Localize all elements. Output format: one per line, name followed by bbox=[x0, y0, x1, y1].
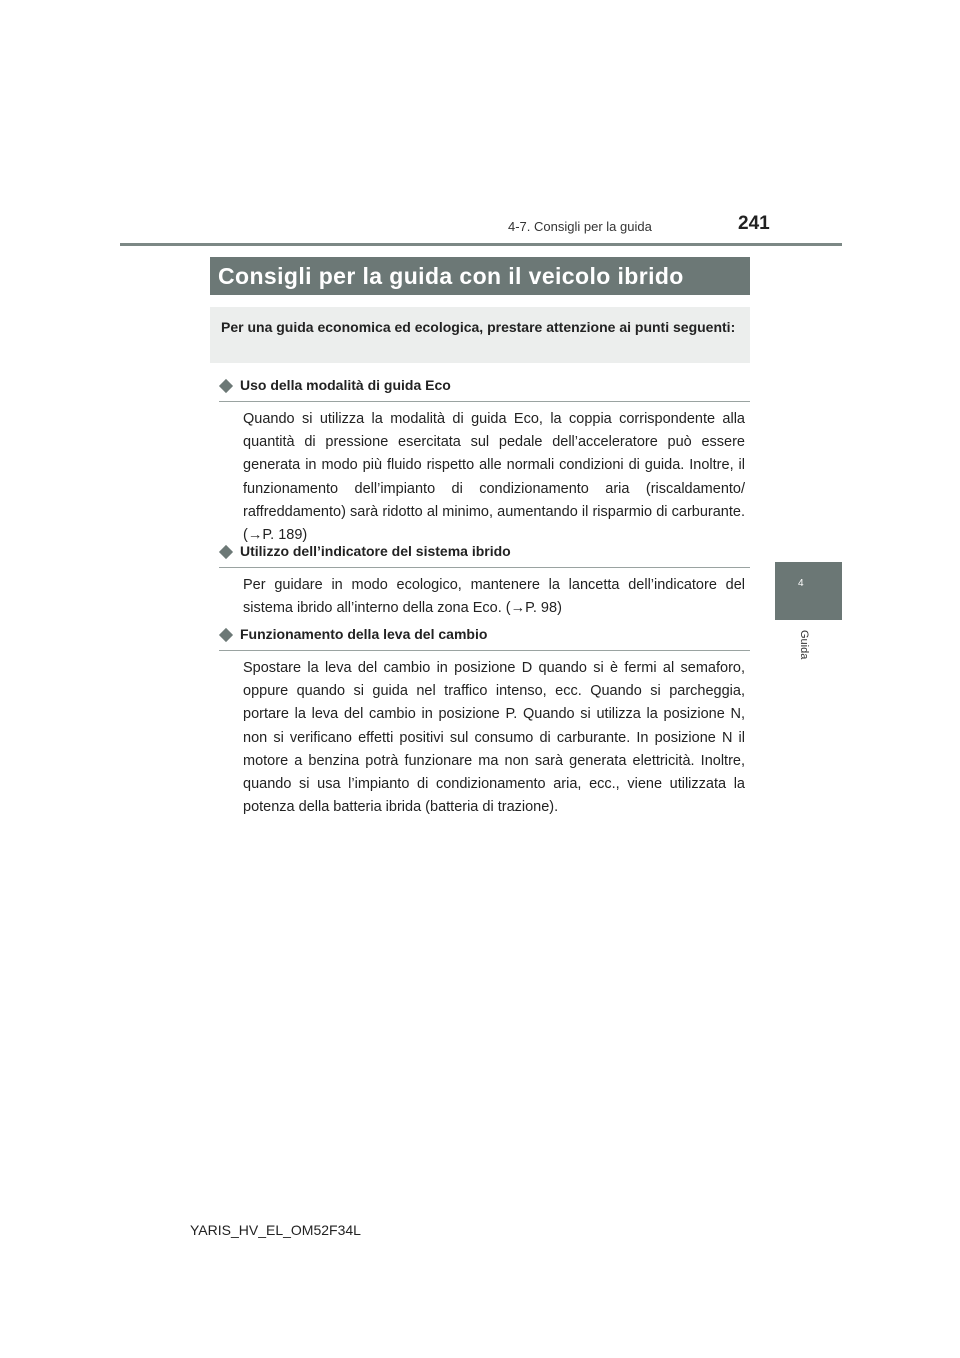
section-heading-eco-mode bbox=[219, 377, 750, 402]
chapter-number: 4 bbox=[798, 578, 804, 589]
section-body-shift-lever: Spostare la leva del cambio in posizione D quando si è fermi al semaforo, oppure quando si guida nel traffico intenso, ecc. Quando si parcheggia, portare la leva del cambio in posizione P. Quando si utilizza la posizione N, non si verificano effetti positivi sul consumo di carburante. In posizione N il motore a benzina potrà funzionare ma non sarà generata elettricità. Inoltre, quando si usa l’impianto di condizionamento aria, ecc., viene utilizzata la potenza della batteria ibrida (batteria di trazione). bbox=[243, 660, 745, 816]
section-heading-text: Utilizzo dell’indicatore del sistema ibrido bbox=[240, 543, 511, 559]
chapter-tab bbox=[775, 562, 842, 620]
header-divider bbox=[120, 243, 842, 246]
section-heading-text: Funzionamento della leva del cambio bbox=[240, 626, 488, 642]
section-body-hybrid-indicator: Per guidare in modo ecologico, mantenere la lancetta dell’indicatore del sistema ibrido all’interno della zona Eco. (→P. 98) bbox=[243, 577, 745, 617]
section-heading-shift-lever bbox=[219, 626, 750, 651]
section-heading-text: Uso della modalità di guida Eco bbox=[240, 377, 451, 393]
diamond-bullet-icon bbox=[219, 628, 233, 642]
header-section-title: 4-7. Consigli per la guida bbox=[508, 219, 652, 234]
document-code: YARIS_HV_EL_OM52F34L bbox=[190, 1222, 361, 1238]
section-heading-hybrid-indicator bbox=[219, 543, 750, 568]
diamond-bullet-icon bbox=[219, 379, 233, 393]
diamond-bullet-icon bbox=[219, 545, 233, 559]
intro-box: Per una guida economica ed ecologica, prestare attenzione ai punti seguenti: bbox=[210, 307, 750, 363]
page-number: 241 bbox=[738, 213, 770, 234]
page-title: Consigli per la guida con il veicolo ibrido bbox=[210, 257, 750, 295]
chapter-name: Guida bbox=[798, 630, 810, 660]
section-body-eco-mode: Quando si utilizza la modalità di guida Eco, la coppia corrispondente alla quantità di pressione esercitata sul pedale dell’acceleratore può essere generata in modo più fluido rispetto alle normali condizioni di guida. Inoltre, il funzionamento dell’impianto di condizionamento aria (riscaldamento/ raffreddamento) sarà ridotto al minimo, aumentando il risparmio di carburante. (→P. 189) bbox=[243, 411, 745, 544]
